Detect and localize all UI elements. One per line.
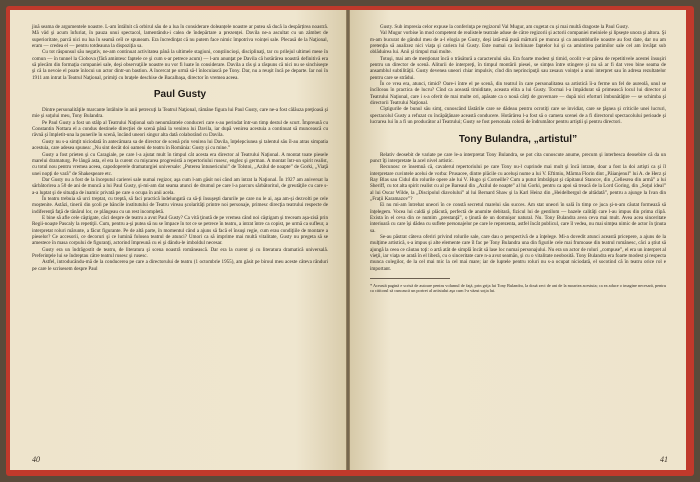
right-gusty-paragraph-3: Totuşi, mai am de menţionat încă o trăsătură a caracterului său. Era foarte modest şi timid, ocolit v-ar părea de repetitivele acestei însuşiri pentru un director de scenă. Aliturii de interpreţi, în timpul montării piesei, se simţea între stingere şi nu să ar fi dat vreo bine seama de ansamblul subtilităţii. Gusty devenea uneori chiar impulsiv, cînd din neprincipuţii sau zesaux voinţei a unui interpret sau în adresa rezultatelor pentru care se strădui. — [370, 55, 666, 81]
gusty-paragraph-4: Gusty a fost prieten şi cu Caragiale, pe care l-a ajutat mult în timpul cât acesta era director al Teatrului Naţional. A montat toate piesele marelui dramaturg. Pe lângă asta, el era la curent cu mişcarea progresistă a repertoriului rusesc, englez şi german. A montat într-un spirit realist, cu totul nou pentru vremea aceea, capodoperele dramaturgiei universale: „Puterea întunericului” de Tolstoi, „Azilul de noapte” de Gorki, „Viaţă unei nopţi de vară” de Shakespeare etc. — [32, 151, 328, 177]
gusty-paragraph-6: În teatru trebuia să urci treptat, cu treptă, să faci practică îndelungată ca să-ţi însuşeşti darurile pe care nu le ai, aşa am-şi dezvolti pe cele moştenite. Astăzi, tinerii din şcoli pe băncile institutului de Teatru vireau şcolarităţi printre noi personaje, primesc direcţia teatrului respecte de indiferenţă faţă de tânărul lor, ce plângeau cu un rest incompletă. — [32, 195, 328, 215]
gusty-paragraph-7: E bine să afle cele câştigate, căci despre de teatru a avut Paul Gusty? Ca vită ţinută de pe vremea când noi câştigam şi treceam aşa-zisă prin Regii-noaşte Pascaly la repetiţii. Cum, pentru a-şi putea să nu se împace în tot ce se petrece în teatru, a intrat între ca copist, pe urmă ca sufleur, a interpretat roluri mărunte, a făcut figurante. Pe de altă parte, în momentul când a ajuns să facă el însuşi regie, cum erau condiţiile de montare a pieselor? Ce accesorii, ce decoruri şi ce lumină folosea teatrul de atunci? Umori ca să imprime mai multă vitalitate, Gusty nu pregeta să se amestece în masa corpului de figuranţi, actorind împreună cu ei şi dându-le imboldul necesar. — [32, 214, 328, 247]
gusty-paragraph-2: Pe Paul Gusty a fost un stâlp al Teatrului Naţional sub nenumăratele conduceri care s-au perindat într-un timp destul de scurt. Împreună cu Constantin Nottara el a condus destinele direcţiei de scenă până la venirea lui Davila, iar după venirea acestuia a continuat să muncească cu râvnă şi împletit-una la punerile în scenă, încând uneori singur alta dată colaborând cu Davila. — [32, 119, 328, 139]
right-gusty-paragraph-4: În ce vrea era, atunci, timid? Oare-i între el pe scenă, din teatrul în care personalitatea sa artistică îi-a ferme un fel de aureolă, unul se încîlceau în practica de lucru? Cînd ca această timiditate, aceasta elita a lui Gusty. Tocmai l-a împădurat să primească locul lui director al Teatrului Naţional, care i s-a oferit de mai multe ori, apăsate ca o nouă cărţi de guvernare — după nici eforturi îmbunătăţire — se schimba şi directorii Teatrului Naţional. — [370, 81, 666, 107]
gusty-paragraph-5: Dar Gusty nu a fost de la începutul carierei sale numai regizor, aşa cum l-am găsit noi când am intrat la Naţional. În 1927 am aniversat la sărbătorirea a 50 de ani de muncă a lui Paul Gusty, şi-mi-am dat seama atunci de drumul pe care l-a parcurs sărbătoritul, de greutăţile cu care s-a-a luptat şi de situaţia de inamic privată pe care o ocupa în anii acela. — [32, 176, 328, 196]
tony-paragraph-1: Relativ deosebit de variate pe care le-a interpretat Tony Bulandra, se pot cita cunoscute anume, precum şi interbesca deosebire că da un punct îţi interpretate la acel nivel artistic. — [370, 151, 666, 164]
tony-paragraph-4: Se-au păstrat câteva oferiri privind rolurile sale, care dau o perspectivă de a înţelege. Mi-a dovedit atunci această pricepere, a ajuns de la mulţime artistică, s-a impus şi alte elemente care îl fac pe Tony Bulandra una din figurile cele mai frumoase din teatrul românesc, căci a ştiut să ajungă la ceea ce căutau toţi: o artă atât de simplă încât să lase loc numai personajului. Nu era un actor de roluri „compuse”, el era un interpret al vieţii, iar viaţa se arată în el liberă, cu o sinceritate care n-a avut seamăn, şi cu o vitalitate neobosită. Tony Bulandra era foarte modest şi respecta munca colegilor, de la cel mai mic la cel mai mare; iar de luptele pentru roluri nu s-a ocupat niciodată, el socotind că în teatru orice rol e important. — [370, 233, 666, 272]
footnote: * Această pagină e scrisă de autoare pentru volumul de faţă, prin grija lui Tony Bulandra, la două zeci de ani de la moartea acestuia; ca ea aduce o imagine necesară, pentru ca cititorul să cunoască un portret al artistului aşa cum l-a văzut soţia lui. — [370, 283, 666, 294]
left-page-number: 40 — [32, 455, 40, 464]
gusty-paragraph-9: Astfel, introducându-mă de la conducerea pe care a directorului de teatru (1 octombrie 1955), am găsit pe biroul meu aceste câteva rânduri pe care le scrisesem despre Paul — [32, 259, 328, 272]
left-page — [10, 10, 346, 470]
tony-paragraph-3: Ei nu mi-am întrebat uneori în ce constă secretul marelui său succes. Am stat uneori în sală în timp ce juca şi-n-am căutat formează să înţelegem. Vocea lui caldă şi plăcută, perfectă de anumite debitară, fizicul lui de gentilom — bazele calităţi care l-au impus din prima clipă. Exista în el ceva din ce numim „prestanţă”, o ţinută de un domnişor natural. Nu. Tony Bulandra avea ceva mai mult. Avea acea sinceritate interioară cu care îşi dădea cu suflete personajelor pe care le reprezenta, astfel încât publicul, care îl vedea, nu mai simţea nimic de actor în ţinuta sa. — [370, 202, 666, 234]
open-book — [6, 6, 694, 476]
left-intro-paragraph-1: jină seama de argumentele noastre. L-am întâlnit că orbirul său de a lua în considerare doleanțele noastre ar putea să ducă la despărțirea noastră. Mă vâd şi acum înfuriat, în pauza unui spectacol, lamentându-i calea de îndepărtare a prezenței. Davila ne-a ascultat cu un zâmbet de superioritate, parcă nici nu lua în seamă ceîl ce spuneam. Era încredinţat că nu putem face nimic împotriva voinței sale. Plecasă de la Naţional, eram — credea el — pentru totdeauna la dispoziţia sa. — [32, 24, 328, 50]
heading-tony-bulandra: Tony Bulandra, „artistul” — [458, 133, 578, 145]
footnote-rule — [370, 278, 450, 279]
gusty-paragraph-1: Dintre personalităţile marcante întâlnite în anii petrecuţi la Teatrul Naţional, rămâne figura lui Paul Gusty, care ne-a fost călăuza preţioasă şi mie şi soţului meu, Tony Bulandra. — [32, 107, 328, 120]
right-page — [350, 10, 686, 470]
right-page-number: 41 — [660, 455, 668, 464]
right-gusty-paragraph-5: Cîştigurile de bunul său simţ, cunoscând lăstările care se dădeau pentru ocrotiţi care se invidiat, care se ţâşnea şi criticile unei lucruri, spectacolul Gusty a refuzat cu încăpăţânare această conducere. Hotărârea l-a fost să o camera scenei de a fi directorul spectacolului perioade şi lucrarea lui în a fi un producător al Teatrului; Gusty se fost personala coloră de îndrumător pentru artiştii şi pentru directori. — [370, 106, 666, 126]
heading-paul-gusty: Paul Gusty — [153, 89, 207, 101]
left-intro-paragraph-2: Cu tot răspunsul său negativ, ne-am continuat activitatea până la ultimele stagiuni, conştiincioşi, disciplinaţi, tar cu prilejul ultimei mese în comun — în tunnel la Ciobova (fără amintesc faptele ce şi cum s-ar petrece acum) — l-am anunţat pe Davila că hotărârea noastră definitivă era să plecăm din formaţia companiei sale, deşi observaţiile noastre nu vor fi luate în considerare. Davila a râs şi a răspuns că nici nu se sinchiseşte şi că la nevoie el poate înlocui un actor dintr-un bastion. A încercat pe urmă să-l înlocuiască pe Tony. Dar, nu a reuşit încă pe departe. Iar noi în 1911 am intrat la Teatrul Naţional, primiţi cu braţele deschise de Bacalbaşa, director în vremea aceea. — [32, 49, 328, 81]
tony-paragraph-2: Recunosc ce însemnă că, cavalerul repertoriului pe care Tony nu-l cuprinde mai mult şi încă intrate, doar a fost la doi artişti ca şi îl interpretare cuvintele acelui de vorba: Prusacee, dintre plăcile cu aceluşi nume a lui V. Eftimiu, Mârma Florin dint „Păianjenul” lui A. de Herz şi Ray Blas sau Cidul din rolurile opere ale lui V. Hugo şi Corneille? Cum a putut îmbrăţişat şi căpitanul Stancov, din „Cellesrea din armă” a lui Sheriff, cu tot alta spirit realist cu al pe Bareaul din „Azilul de noapte” al lui Gorki, pentru ca apoi să treacă de la Lord Goring, din „Soţul ideal” al lui Oscar Wilde, la „Discipolul diavolului” al lui Bernard Shaw şi la Karl Heinz din „Heidelbergul de altădată”, pentru a ajunge la Ivan din „Fraţii Karamazov”? — [370, 164, 666, 202]
right-gusty-paragraph-2: Val Mugur vorbise în mod competent de realistele teatrale aduse de către regizorii şi actorii companiei meiniele şi lipseşte unora şi altora. Şi m-am bucurat de gândul meu de a-l elogia pe Gusty, deşi iată-mă pusă mărturii pe munca şi ca ansamblurile noastre au fost date, dar nu am pretenţia să analizez nici viaţa şi cariera lui Gusty. Este numai ca închinare faptelor lui şi ca amintirea patimilor sale cel am învăţat sub oblăduirea lui. Anii şi timpul mai multe. — [370, 30, 666, 56]
gusty-paragraph-8: Gusty era un îndrăgostit de teatru, de literatura şi scena noastră românească. Dar era la curent şi cu literatura dramatică universală. Preferinţele lui se îndreptau către teatrul rusesc şi rusesc. — [32, 246, 328, 259]
right-gusty-paragraph-1: Gusty. Sub impresia celor expuse la conferinţa pe regizorul Val Mugur, am cugetat cu şi mai multă dragoste la Paul Gusty. — [380, 24, 629, 30]
gusty-paragraph-3: Gusty nu s-a simţit niciodată în antecâmara sa de director de scenă prin venirea lui Davila, înţelepciunea şi talentul său îl-au atras simpatia acestuia, care adesea spunea: „Nu sint decât doi oameni de teatru în România: Gusty şi cu mine.” — [32, 138, 328, 152]
